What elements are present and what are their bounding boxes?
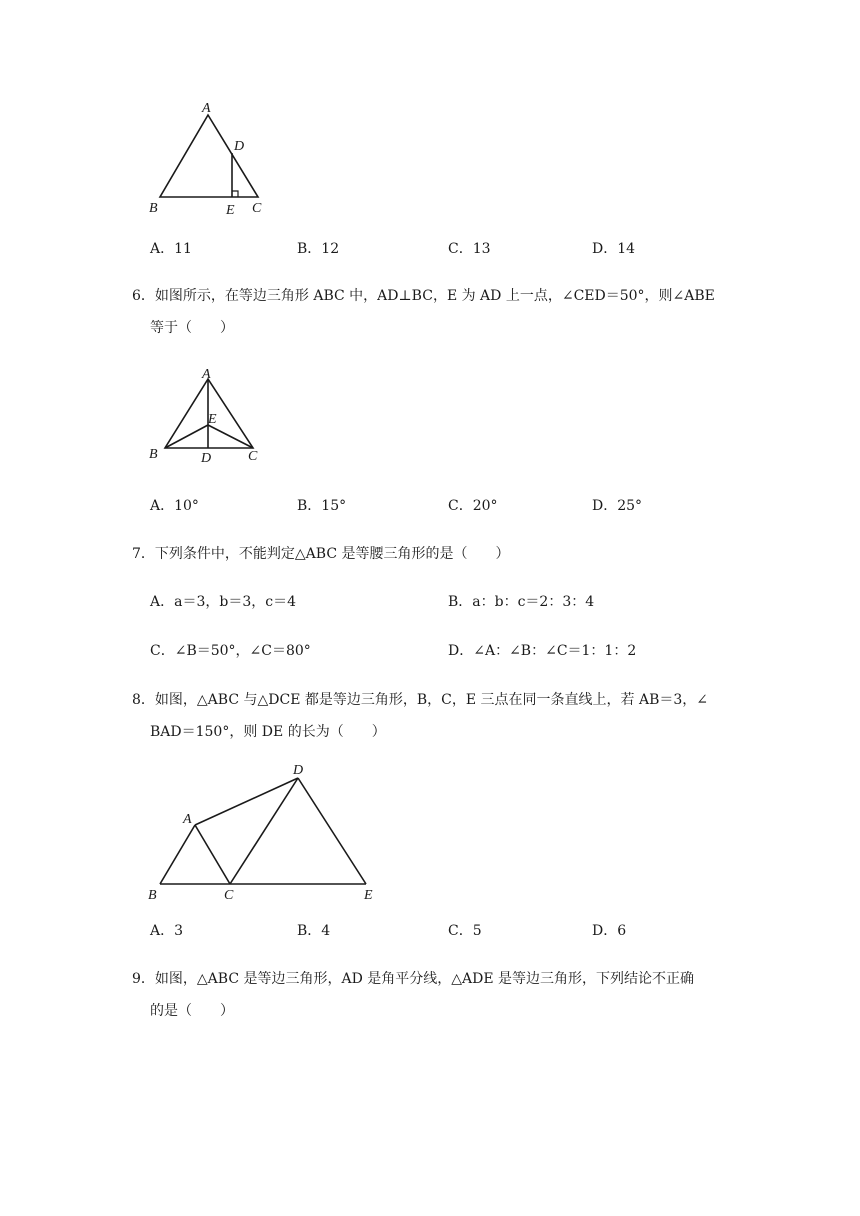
q5-figure	[140, 95, 280, 220]
q8-label-a: A	[183, 812, 192, 827]
q5-label-a: A	[202, 101, 211, 116]
q6-figure	[140, 363, 280, 468]
q8-label-b: B	[148, 888, 157, 903]
q6-option-a: A．10°	[150, 498, 199, 514]
q6-label-b: B	[149, 447, 158, 462]
q6-option-c: C．20°	[448, 498, 498, 514]
q6-label-c: C	[248, 449, 258, 464]
q6-label-d: D	[201, 451, 212, 466]
q8-option-b: B．4	[297, 923, 331, 939]
q6-label-e: E	[208, 412, 217, 427]
q9-stem-line1: 9．如图，△ABC 是等边三角形，AD 是角平分线，△ADE 是等边三角形，下列结论不正确	[132, 971, 695, 987]
q5-option-b: B．12	[297, 241, 340, 257]
q8-stem-line1: 8．如图，△ABC 与△DCE 都是等边三角形，B，C，E 三点在同一条直线上，若 AB＝3，∠	[132, 692, 709, 708]
q6-option-d: D．25°	[592, 498, 643, 514]
q5-label-c: C	[252, 201, 262, 216]
q7-option-a: A．a＝3，b＝3，c＝4	[150, 594, 296, 610]
q9-stem-line2: 的是（ ）	[150, 1003, 234, 1019]
q7-option-d: D．∠A：∠B：∠C＝1：1：2	[448, 643, 637, 659]
q7-stem: 7．下列条件中，不能判定△ABC 是等腰三角形的是（ ）	[132, 546, 510, 562]
q8-option-d: D．6	[592, 923, 627, 939]
q8-option-a: A．3	[150, 923, 184, 939]
q8-segment-de	[298, 778, 366, 884]
q6-option-b: B．15°	[297, 498, 347, 514]
q5-label-e: E	[226, 203, 235, 218]
q5-option-a: A．11	[150, 241, 192, 257]
q8-option-c: C．5	[448, 923, 482, 939]
q6-label-a: A	[202, 367, 211, 382]
q6-stem-line1: 6．如图所示，在等边三角形 ABC 中，AD⊥BC，E 为 AD 上一点，∠CED＝50°，则∠ABE	[132, 288, 715, 304]
q6-stem-line2: 等于（ ）	[150, 320, 234, 336]
q7-option-c: C．∠B＝50°，∠C＝80°	[150, 643, 311, 659]
q8-segment-ac	[195, 825, 230, 884]
q8-label-c: C	[224, 888, 234, 903]
q5-label-d: D	[234, 139, 245, 154]
q5-label-b: B	[149, 201, 158, 216]
q5-triangle-abc	[160, 115, 258, 197]
q8-label-e: E	[364, 888, 373, 903]
q8-label-d: D	[293, 763, 304, 778]
q5-right-angle-mark	[232, 191, 238, 197]
q8-segment-ba	[160, 825, 195, 884]
q5-option-d: D．14	[592, 241, 636, 257]
q8-figure	[140, 758, 390, 908]
q5-option-c: C．13	[448, 241, 491, 257]
q7-option-b: B．a：b：c＝2：3：4	[448, 594, 595, 610]
q8-stem-line2: BAD＝150°，则 DE 的长为（ ）	[150, 724, 386, 740]
